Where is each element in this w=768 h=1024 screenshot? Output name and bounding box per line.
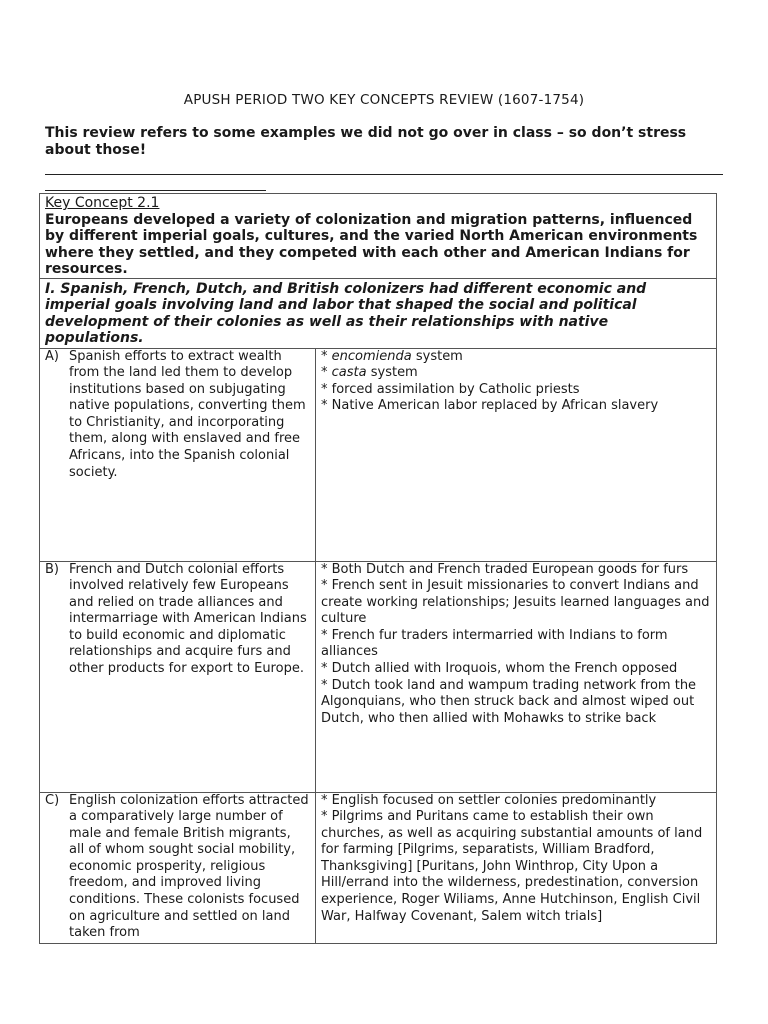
example-item: * Native American labor replaced by African slavery [321,398,659,414]
divider-line [45,174,723,175]
examples-cell [316,348,717,561]
key-concept-label: Key Concept 2.1 [45,195,160,211]
row-marker: A) [45,348,59,364]
example-item: * casta system [321,365,418,381]
row-marker: B) [45,561,59,577]
examples-cell [316,561,717,792]
example-item: * French sent in Jesuit missionaries to convert Indians and create working relationships; Jesuits learned languages and culture [321,578,710,627]
key-concept-header [40,194,717,279]
concept-text: Spanish efforts to extract wealth from the land led them to develop institutions based on subjugating native populations, converting them to Christianity, and incorporating them, along with enslaved and free Africans, into the Spanish colonial society. [69,348,306,480]
key-concept-table [39,193,717,944]
concept-cell [40,348,316,561]
table-row [40,792,717,943]
concept-cell [40,792,316,943]
section-heading: I. Spanish, French, Dutch, and British colonizers had different economic and imperial goals involving land and labor that shaped the social and political development of their colonies as well as their relationships with native populations. [40,278,717,348]
intro-note: This review refers to some examples we did not go over in class – so don’t stress about those! [45,125,687,158]
concept-text: French and Dutch colonial efforts involved relatively few Europeans and relied on trade alliances and intermarriage with American Indians to build economic and diplomatic relationships and acquire furs and other products for export to Europe. [69,561,307,677]
row-marker: C) [45,792,60,808]
document-title: APUSH PERIOD TWO KEY CONCEPTS REVIEW (1607-1754) [183,92,585,108]
key-concept-statement: Europeans developed a variety of colonization and migration patterns, influenced by different imperial goals, cultures, and the varied North American environments where they settled, and they competed with each other and American Indians for resources. [45,211,698,277]
concept-text: English colonization efforts attracted a comparatively large number of male and female British migrants, all of whom sought social mobility, economic prosperity, religious freedom, and improved living conditions. These colonists focused on agriculture and settled on land taken from [69,792,309,941]
divider-line-short [45,190,266,191]
example-item: * Both Dutch and French traded European goods for furs [321,561,689,577]
example-item: * English focused on settler colonies predominantly [321,792,657,808]
example-item: * Pilgrims and Puritans came to establish their own churches, as well as acquiring substantial amounts of land for farming [Pilgrims, separatists, William Bradford, Thanksgiving] [Puritans, John Winthrop, City Upon a Hill/errand into the wilderness, predestination, conversion experience, Roger Wiliams, Anne Hutchinson, English Civil War, Halfway Covenant, Salem witch trials] [321,809,703,924]
example-item: * French fur traders intermarried with Indians to form alliances [321,627,668,660]
table-row [40,348,717,561]
examples-cell [316,792,717,943]
example-item: * encomienda system [321,348,463,364]
table-row [40,561,717,792]
example-item: * Dutch allied with Iroquois, whom the French opposed [321,661,678,677]
example-item: * forced assimilation by Catholic priests [321,381,580,397]
concept-cell [40,561,316,792]
example-item: * Dutch took land and wampum trading network from the Algonquians, who then struck back and almost wiped out Dutch, who then allied with Mohawks to strike back [321,677,697,726]
